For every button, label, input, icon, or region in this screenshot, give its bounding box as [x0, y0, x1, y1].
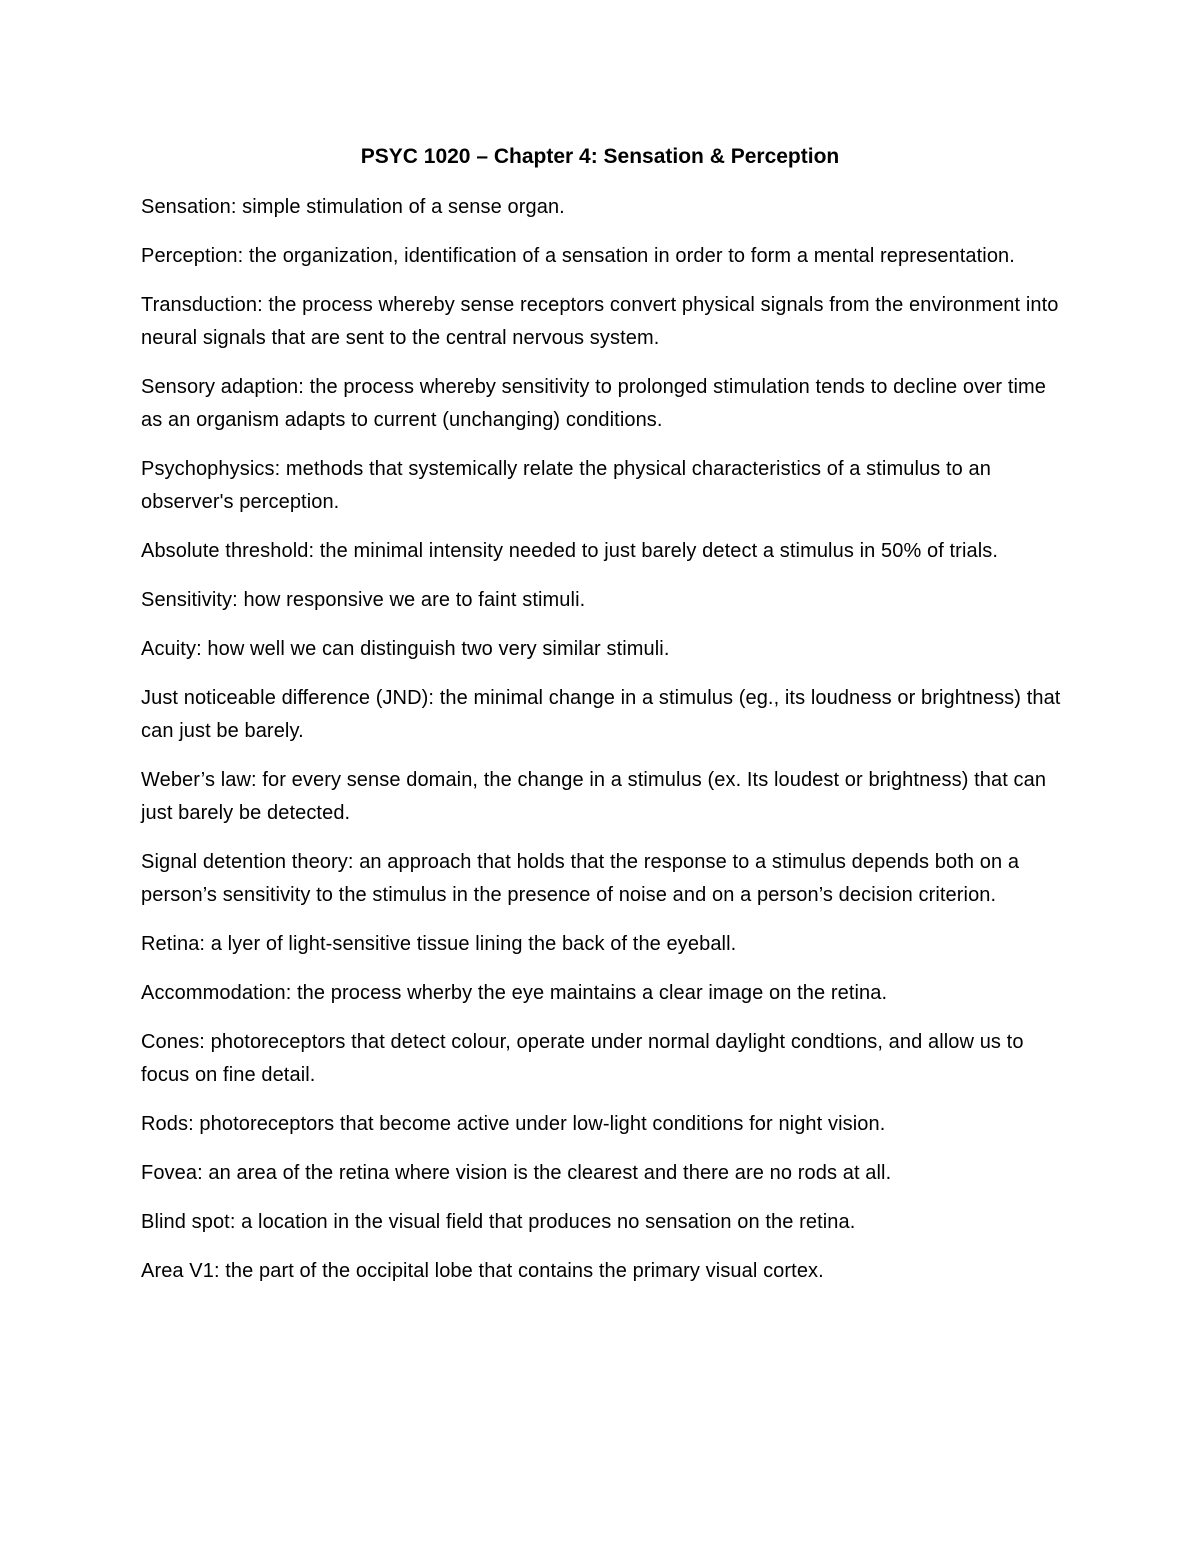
definition-sensation: Sensation: simple stimulation of a sense organ.	[141, 196, 565, 218]
definition-perception: Perception: the organization, identification of a sensation in order to form a mental representation.	[141, 245, 1015, 267]
definition-area-v1: Area V1: the part of the occipital lobe that contains the primary visual cortex.	[141, 1260, 824, 1282]
page-title: PSYC 1020 – Chapter 4: Sensation & Perception	[360, 145, 840, 168]
definition-sensitivity: Sensitivity: how responsive we are to faint stimuli.	[141, 589, 586, 611]
definition-signal-detention-theory: Signal detention theory: an approach that holds that the response to a stimulus depends both on a person’s sensitivity to the stimulus in the presence of noise and on a person’s decision criterion.	[141, 851, 1020, 906]
definition-webers-law: Weber’s law: for every sense domain, the change in a stimulus (ex. Its loudest or brightness) that can just barely be detected.	[141, 769, 1047, 824]
definition-cones: Cones: photoreceptors that detect colour, operate under normal daylight condtions, and allow us to focus on fine detail.	[141, 1031, 1024, 1086]
definition-jnd: Just noticeable difference (JND): the minimal change in a stimulus (eg., its loudness or brightness) that can just be barely.	[141, 687, 1061, 742]
definition-transduction: Transduction: the process whereby sense receptors convert physical signals from the environment into neural signals that are sent to the central nervous system.	[141, 294, 1059, 349]
definition-acuity: Acuity: how well we can distinguish two very similar stimuli.	[141, 638, 670, 660]
definition-psychophysics: Psychophysics: methods that systemically relate the physical characteristics of a stimulus to an observer's perception.	[141, 458, 991, 513]
definition-accommodation: Accommodation: the process wherby the eye maintains a clear image on the retina.	[141, 982, 888, 1004]
definition-absolute-threshold: Absolute threshold: the minimal intensity needed to just barely detect a stimulus in 50% of trials.	[141, 540, 999, 562]
definition-list	[141, 191, 1061, 1304]
definition-sensory-adaption: Sensory adaption: the process whereby sensitivity to prolonged stimulation tends to decline over time as an organism adapts to current (unchanging) conditions.	[141, 376, 1047, 431]
definition-retina: Retina: a lyer of light-sensitive tissue lining the back of the eyeball.	[141, 933, 737, 955]
definition-blind-spot: Blind spot: a location in the visual field that produces no sensation on the retina.	[141, 1211, 856, 1233]
definition-fovea: Fovea: an area of the retina where vision is the clearest and there are no rods at all.	[141, 1162, 892, 1184]
definition-rods: Rods: photoreceptors that become active under low-light conditions for night vision.	[141, 1113, 886, 1135]
